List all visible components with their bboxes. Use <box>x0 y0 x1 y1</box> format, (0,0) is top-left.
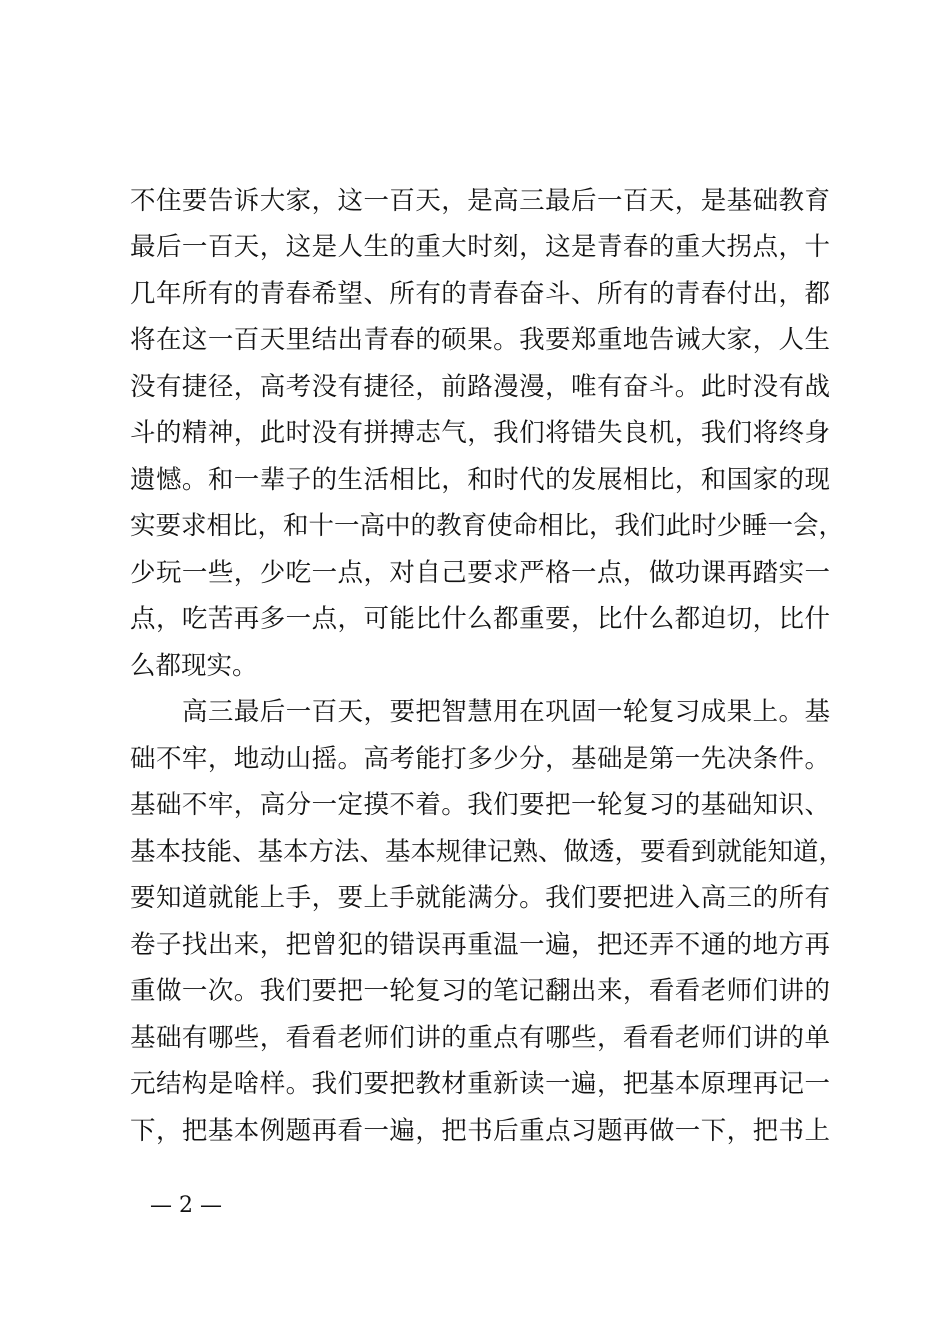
text-line: 最后一百天，这是人生的重大时刻，这是青春的重大拐点，十 <box>130 232 830 262</box>
text-line: 重做一次。我们要把一轮复习的笔记翻出来，看看老师们讲的 <box>130 976 830 1006</box>
text-line: 将在这一百天里结出青春的硕果。我要郑重地告诫大家，人生 <box>130 325 830 355</box>
text-line: 几年所有的青春希望、所有的青春奋斗、所有的青春付出，都 <box>130 279 830 309</box>
text-line: 实要求相比，和十一高中的教育使命相比，我们此时少睡一会， <box>130 511 845 541</box>
page-number: — 2 — <box>150 1193 222 1218</box>
text-line: 基础有哪些，看看老师们讲的重点有哪些，看看老师们讲的单 <box>130 1023 830 1053</box>
text-line: 基础不牢，高分一定摸不着。我们要把一轮复习的基础知识、 <box>130 790 830 820</box>
text-line: 下，把基本例题再看一遍，把书后重点习题再做一下，把书上 <box>130 1116 830 1146</box>
text-line: 么都现实。 <box>130 651 258 681</box>
text-line: 础不牢，地动山摇。高考能打多少分，基础是第一先决条件。 <box>130 744 830 774</box>
text-line: 少玩一些，少吃一点，对自己要求严格一点，做功课再踏实一 <box>130 558 830 588</box>
text-line: 遗憾。和一辈子的生活相比，和时代的发展相比，和国家的现 <box>130 465 830 495</box>
text-line: 元结构是啥样。我们要把教材重新读一遍，把基本原理再记一 <box>130 1069 830 1099</box>
text-line: 要知道就能上手，要上手就能满分。我们要把进入高三的所有 <box>130 883 830 913</box>
text-line: 点，吃苦再多一点，可能比什么都重要，比什么都迫切，比什 <box>130 604 830 634</box>
text-line: 不住要告诉大家，这一百天，是高三最后一百天，是基础教育 <box>130 186 830 216</box>
paragraph-first-line: 高三最后一百天，要把智慧用在巩固一轮复习成果上。基 <box>182 697 830 727</box>
text-line: 卷子找出来，把曾犯的错误再重温一遍，把还弄不通的地方再 <box>130 930 830 960</box>
text-line: 斗的精神，此时没有拼搏志气，我们将错失良机，我们将终身 <box>130 418 830 448</box>
text-line: 没有捷径，高考没有捷径，前路漫漫，唯有奋斗。此时没有战 <box>130 372 830 402</box>
text-line: 基本技能、基本方法、基本规律记熟、做透，要看到就能知道， <box>130 837 845 867</box>
